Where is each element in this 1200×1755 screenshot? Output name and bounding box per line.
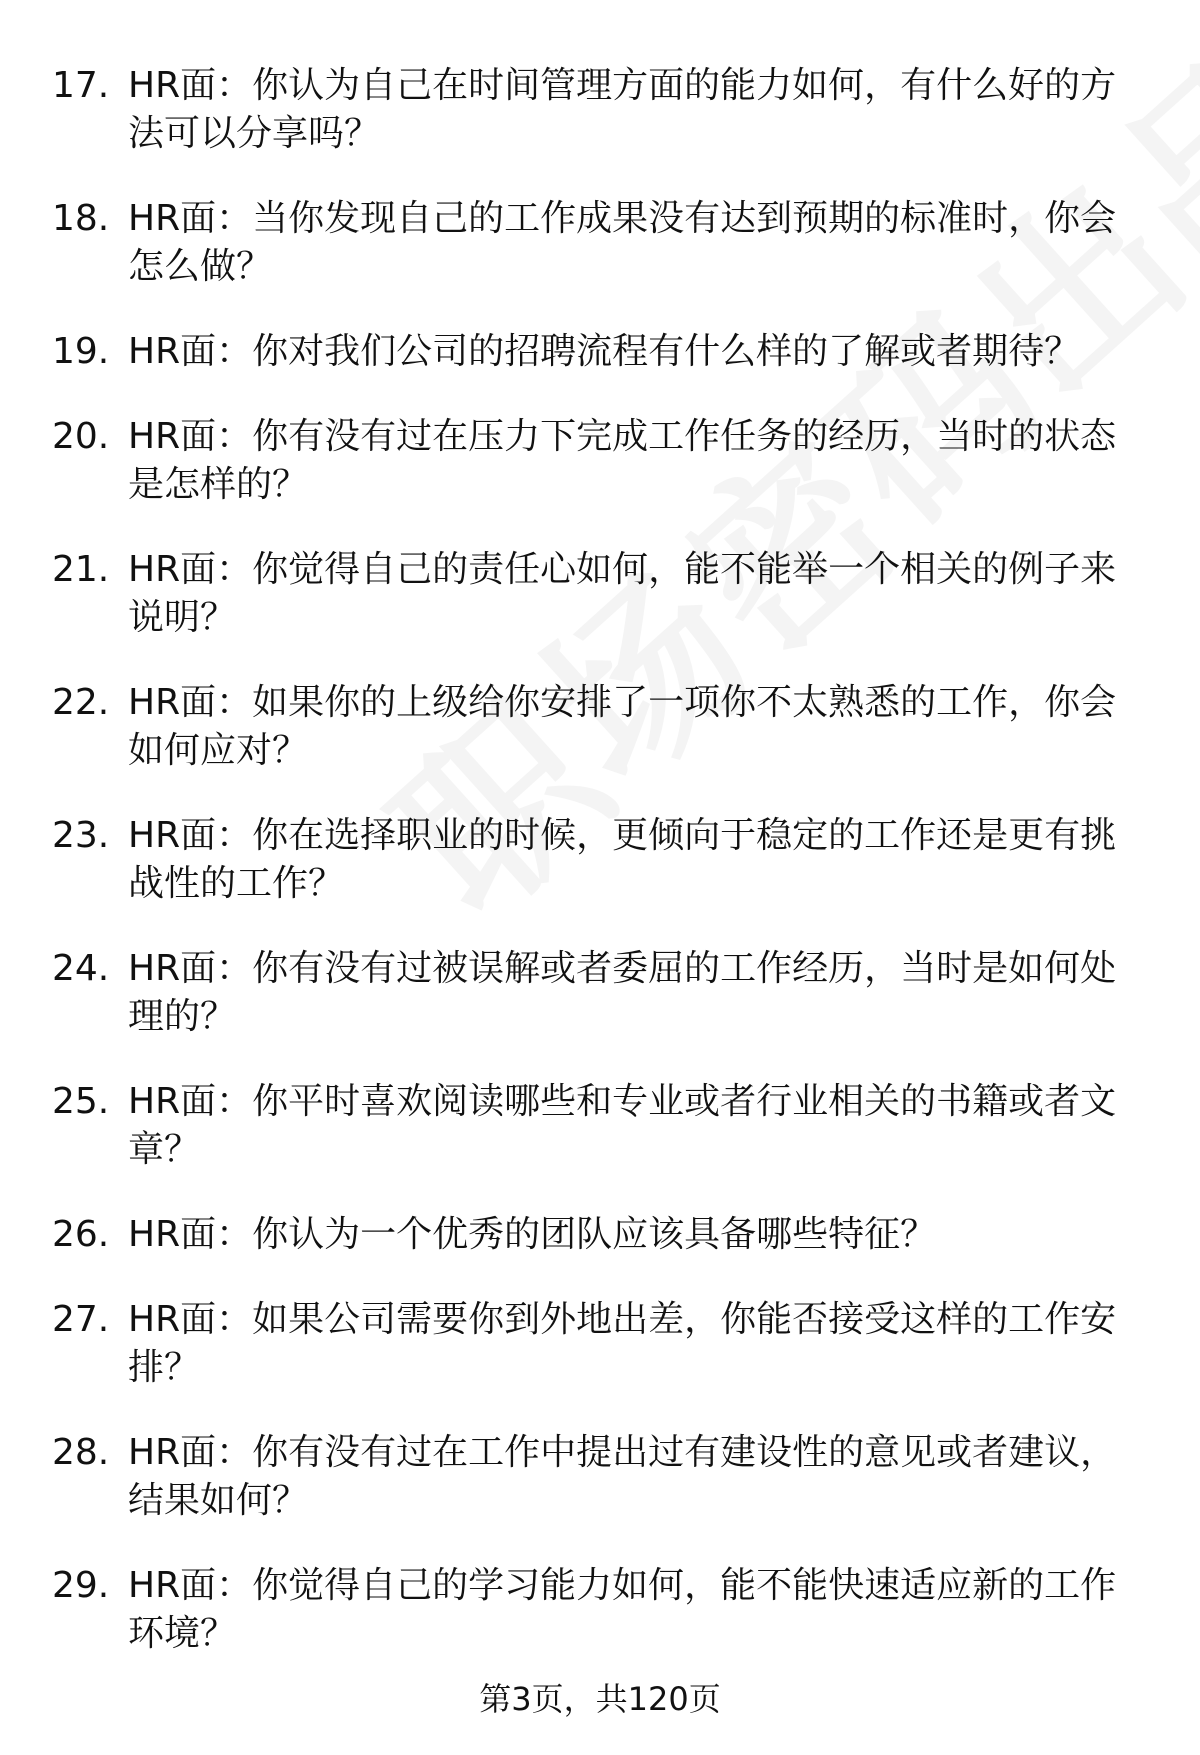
question-item <box>0 1429 1200 1525</box>
question-text: HR面：你认为一个优秀的团队应该具备哪些特征？ <box>128 1214 937 1255</box>
question-text: HR面：你有没有过在压力下完成工作任务的经历，当时的状态是怎样的？ <box>128 416 1117 505</box>
question-text: HR面：你有没有过在工作中提出过有建设性的意见或者建议，结果如何？ <box>128 1432 1117 1521</box>
question-text: HR面：你觉得自己的学习能力如何，能不能快速适应新的工作环境？ <box>128 1565 1117 1654</box>
question-text: HR面：当你发现自己的工作成果没有达到预期的标准时，你会怎么做？ <box>128 198 1117 287</box>
question-text: HR面：如果你的上级给你安排了一项你不太熟悉的工作，你会如何应对？ <box>128 682 1117 771</box>
question-item <box>0 1211 1200 1259</box>
question-number: 24. <box>52 948 110 989</box>
question-item <box>0 62 1200 158</box>
question-number: 25. <box>52 1081 110 1122</box>
question-text: HR面：你在选择职业的时候，更倾向于稳定的工作还是更有挑战性的工作？ <box>128 815 1117 904</box>
question-number: 21. <box>52 549 110 590</box>
question-number: 20. <box>52 416 110 457</box>
question-text: HR面：你对我们公司的招聘流程有什么样的了解或者期待？ <box>128 331 1081 372</box>
question-text: HR面：如果公司需要你到外地出差，你能否接受这样的工作安排？ <box>128 1299 1117 1388</box>
question-item <box>0 1296 1200 1392</box>
question-text: HR面：你认为自己在时间管理方面的能力如何，有什么好的方法可以分享吗？ <box>128 65 1117 154</box>
question-item <box>0 812 1200 908</box>
question-number: 29. <box>52 1565 110 1606</box>
question-number: 28. <box>52 1432 110 1473</box>
question-number: 26. <box>52 1214 110 1255</box>
question-list <box>0 62 1200 1695</box>
question-item <box>0 679 1200 775</box>
question-text: HR面：你觉得自己的责任心如何，能不能举一个相关的例子来说明？ <box>128 549 1117 638</box>
question-item <box>0 413 1200 509</box>
question-number: 22. <box>52 682 110 723</box>
question-item <box>0 1078 1200 1174</box>
question-number: 18. <box>52 198 110 239</box>
page-footer: 第3页，共120页 <box>479 1680 721 1718</box>
question-item <box>0 328 1200 376</box>
question-number: 27. <box>52 1299 110 1340</box>
question-item <box>0 945 1200 1041</box>
question-text: HR面：你有没有过被误解或者委屈的工作经历，当时是如何处理的？ <box>128 948 1117 1037</box>
question-item <box>0 195 1200 291</box>
question-item <box>0 1562 1200 1658</box>
question-item <box>0 546 1200 642</box>
question-text: HR面：你平时喜欢阅读哪些和专业或者行业相关的书籍或者文章？ <box>128 1081 1117 1170</box>
question-number: 19. <box>52 331 110 372</box>
question-number: 23. <box>52 815 110 856</box>
question-number: 17. <box>52 65 110 106</box>
